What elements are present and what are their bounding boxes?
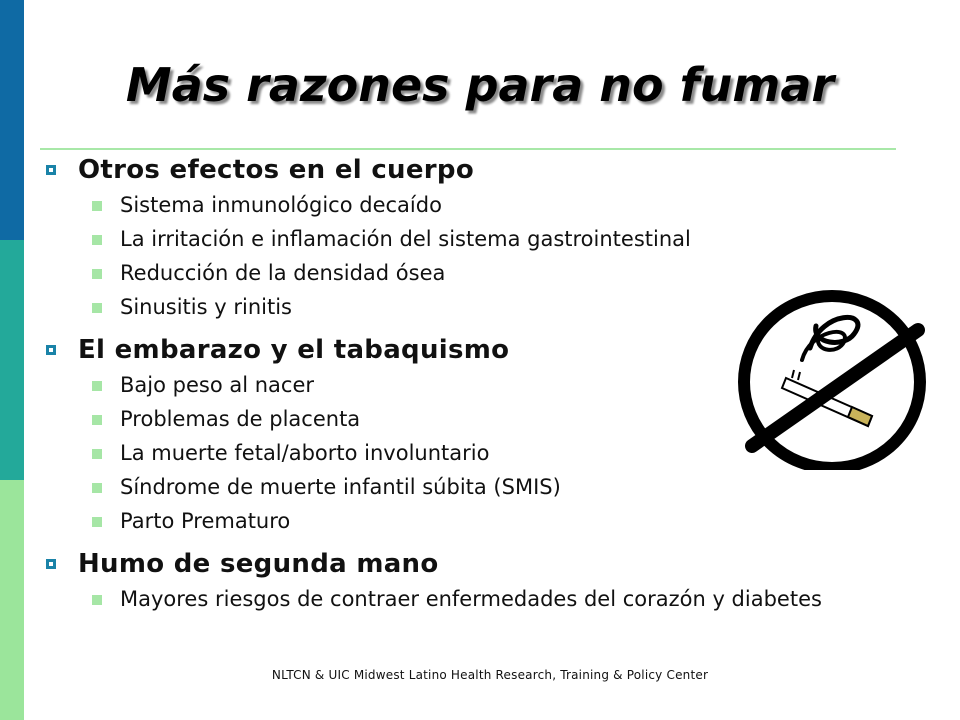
section-heading-text: Otros efectos en el cuerpo [78,155,474,185]
filled-square-bullet-icon [92,303,102,313]
list-item [46,190,906,224]
sidebar-accent [0,0,24,720]
sidebar-segment-blue [0,0,24,240]
section-heading-text: El embarazo y el tabaquismo [78,335,510,365]
list-item [46,472,906,506]
list-item-text: Reducción de la densidad ósea [120,261,446,285]
filled-square-bullet-icon [92,269,102,279]
square-bullet-icon [46,559,56,569]
filled-square-bullet-icon [92,449,102,459]
list-item-text: La irritación e inflamación del sistema gastrointestinal [120,227,691,251]
no-smoking-icon [732,290,928,470]
list-item [46,258,906,292]
filled-square-bullet-icon [92,381,102,391]
square-bullet-icon [46,165,56,175]
square-bullet-icon [46,345,56,355]
list-item-text: Bajo peso al nacer [120,373,315,397]
list-item [46,584,906,618]
filled-square-bullet-icon [92,415,102,425]
list-item-text: La muerte fetal/aborto involuntario [120,441,490,465]
filled-square-bullet-icon [92,517,102,527]
list-item-text: Sistema inmunológico decaído [120,193,442,217]
sidebar-segment-teal [0,240,24,480]
list-item-text: Síndrome de muerte infantil súbita (SMIS) [120,475,561,499]
filled-square-bullet-icon [92,595,102,605]
section-heading-text: Humo de segunda mano [78,549,439,579]
list-item-text: Sinusitis y rinitis [120,295,292,319]
section-heading [46,544,906,584]
slide-title: Más razones para no fumar [125,58,835,112]
section-heading [46,150,906,190]
list-item-text: Problemas de placenta [120,407,361,431]
list-item [46,224,906,258]
sidebar-segment-green [0,480,24,720]
list-item-text: Parto Prematuro [120,509,291,533]
slide-footer: NLTCN & UIC Midwest Latino Health Research, Training & Policy Center [271,668,709,682]
filled-square-bullet-icon [92,235,102,245]
filled-square-bullet-icon [92,201,102,211]
filled-square-bullet-icon [92,483,102,493]
list-item-text: Mayores riesgos de contraer enfermedades del corazón y diabetes [120,587,822,611]
list-item [46,506,906,540]
